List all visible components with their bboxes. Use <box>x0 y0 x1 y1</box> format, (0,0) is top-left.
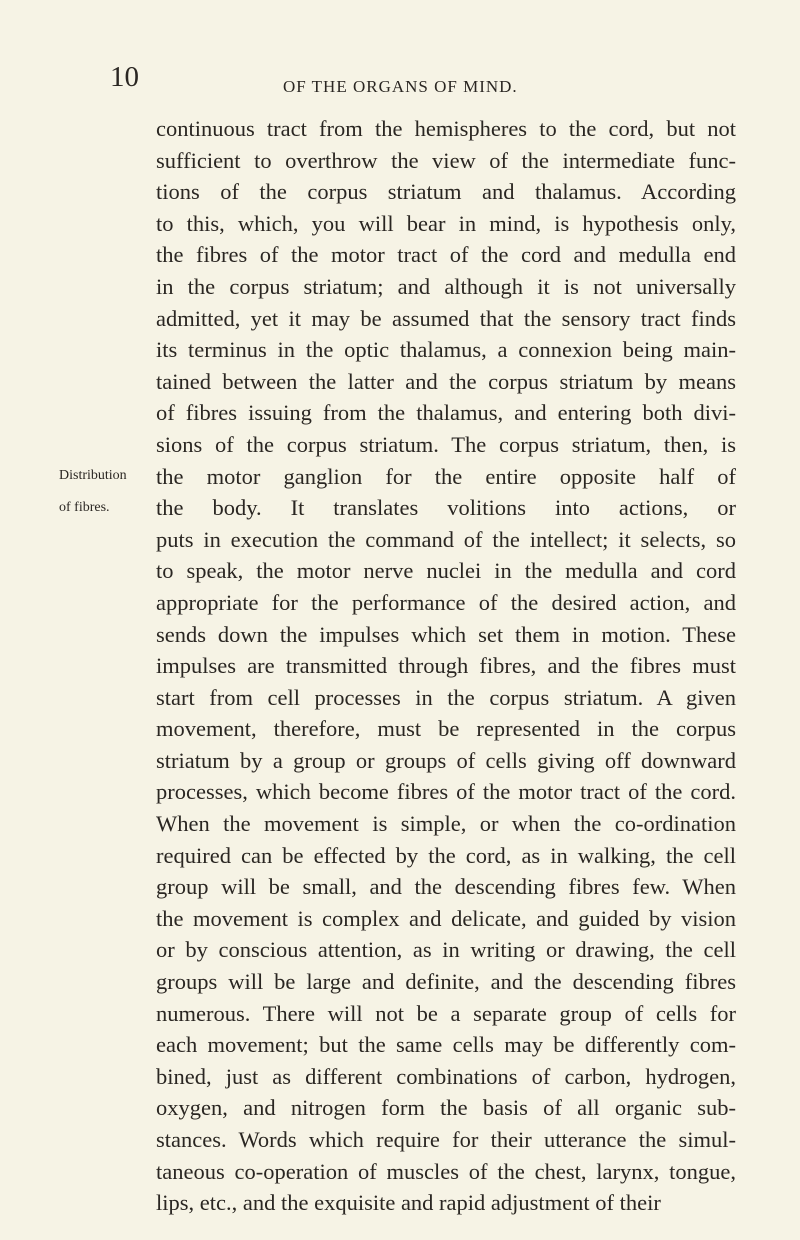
text-line: processes, which become fibres of the motor tract of the cord. <box>156 779 736 805</box>
text-line: in the corpus striatum; and although it is not universally <box>156 273 736 299</box>
text-line: oxygen, and nitrogen form the basis of all organic sub- <box>156 1095 736 1121</box>
text-line: of fibres issuing from the thalamus, and entering both divi- <box>156 400 736 426</box>
text-line: numerous. There will not be a separate group of cells for <box>156 1000 736 1026</box>
text-line: required can be effected by the cord, as in walking, the cell <box>156 842 736 868</box>
text-line: its terminus in the optic thalamus, a connexion being main- <box>156 337 736 363</box>
text-line: to speak, the motor nerve nuclei in the medulla and cord <box>156 558 736 584</box>
text-line: tained between the latter and the corpus striatum by means <box>156 368 736 394</box>
text-line: sends down the impulses which set them in motion. These <box>156 621 736 647</box>
sidenote-distribution: Distribution <box>59 468 127 483</box>
text-line: movement, therefore, must be represented in the corpus <box>156 716 736 742</box>
text-line: to this, which, you will bear in mind, is hypothesis only, <box>156 210 736 236</box>
text-line: start from cell processes in the corpus striatum. A given <box>156 684 736 710</box>
text-line: continuous tract from the hemispheres to the cord, but not <box>156 116 736 141</box>
text-line: admitted, yet it may be assumed that the sensory tract finds <box>156 305 736 331</box>
text-line: group will be small, and the descending fibres few. When <box>156 874 736 900</box>
text-line: or by conscious attention, as in writing or drawing, the cell <box>156 937 736 963</box>
page-number: 10 <box>110 61 139 93</box>
text-line: groups will be large and definite, and the descending fibres <box>156 969 736 995</box>
running-title: OF THE ORGANS OF MIND. <box>283 77 518 96</box>
text-line: impulses are transmitted through fibres, and the fibres must <box>156 653 736 679</box>
text-line: the motor ganglion for the entire opposite half of <box>156 463 736 489</box>
text-line: the body. It translates volitions into actions, or <box>156 495 736 521</box>
text-line: each movement; but the same cells may be differently com- <box>156 1032 736 1058</box>
body-text <box>156 113 736 1219</box>
sidenote-of-fibres: of fibres. <box>59 499 110 515</box>
text-line: the fibres of the motor tract of the cord and medulla end <box>156 242 736 268</box>
text-line: appropriate for the performance of the desired action, and <box>156 589 736 615</box>
text-line: puts in execution the command of the intellect; it selects, so <box>156 526 736 552</box>
text-line: tions of the corpus striatum and thalamus. According <box>156 179 736 205</box>
text-line: taneous co-operation of muscles of the chest, larynx, tongue, <box>156 1158 736 1184</box>
text-line: striatum by a group or groups of cells giving off downward <box>156 747 736 773</box>
text-line: sufficient to overthrow the view of the intermediate func- <box>156 147 736 173</box>
text-line: bined, just as different combinations of carbon, hydrogen, <box>156 1063 736 1089</box>
text-line: sions of the corpus striatum. The corpus striatum, then, is <box>156 431 736 457</box>
text-line: the movement is complex and delicate, and guided by vision <box>156 905 736 931</box>
text-line: lips, etc., and the exquisite and rapid adjustment of their <box>156 1190 661 1216</box>
page-header <box>0 62 800 102</box>
text-line: When the movement is simple, or when the co-ordination <box>156 811 736 837</box>
text-line: stances. Words which require for their utterance the simul- <box>156 1127 736 1152</box>
